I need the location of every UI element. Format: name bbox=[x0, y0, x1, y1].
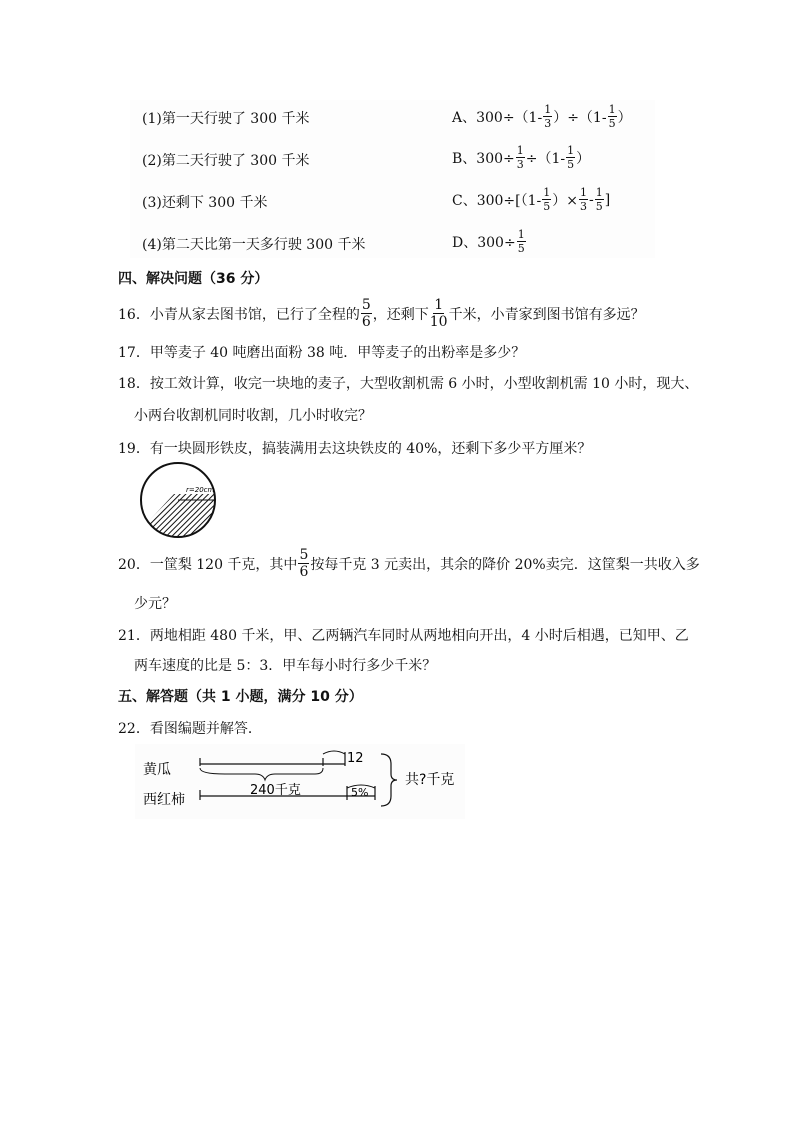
fraction: $\frac{1}{5}$ bbox=[595, 186, 603, 213]
circle-figure bbox=[138, 462, 220, 540]
fraction: $\frac{1}{5}$ bbox=[567, 144, 575, 171]
total-label: 共?千克 bbox=[405, 772, 455, 788]
radius-label: r=20cm bbox=[186, 486, 215, 494]
matching-left-2: (2)第二天行驶了 300 千米 bbox=[142, 153, 310, 169]
percent-label: 5% bbox=[351, 786, 369, 799]
weight-label: 240千克 bbox=[250, 783, 301, 798]
matching-left-1: (1)第一天行驶了 300 千米 bbox=[142, 111, 310, 127]
question-17: 17．甲等麦子 40 吨磨出面粉 38 吨．甲等麦子的出粉率是多少？ bbox=[118, 345, 526, 361]
option-b: B、300÷ $\frac{1}{3}$ ÷（1- $\frac{1}{5}$ ） bbox=[452, 144, 591, 171]
fraction: $\frac{1}{5}$ bbox=[608, 103, 616, 130]
fraction: $\frac{1}{5}$ bbox=[543, 186, 551, 213]
fraction: $\frac{5}{6}$ bbox=[299, 547, 309, 580]
section-4-title: 四、解决问题（36 分） bbox=[118, 271, 269, 287]
option-a: A、300÷（1- $\frac{1}{3}$ ）÷（1- $\frac{1}{5}$ ） bbox=[452, 103, 632, 130]
bar-diagram bbox=[135, 744, 465, 819]
fraction: $\frac{5}{6}$ bbox=[361, 297, 371, 330]
question-20-line-2: 少元？ bbox=[134, 596, 176, 612]
option-c: C、300÷[（1- $\frac{1}{5}$ ）× $\frac{1}{3}$ - $\frac{1}{5}$ ] bbox=[452, 186, 611, 213]
extra-label: 12 bbox=[347, 751, 364, 766]
fraction: $\frac{1}{3}$ bbox=[580, 186, 587, 213]
question-18-line-1: 18．按工效计算，收完一块地的麦子，大型收割机需 6 小时，小型收割机需 10 小时，现大、 bbox=[118, 376, 699, 392]
tomato-label: 西红柿 bbox=[143, 792, 185, 808]
section-5-title: 五、解答题（共 1 小题，满分 10 分） bbox=[118, 689, 363, 705]
fraction: $\frac{1}{3}$ bbox=[516, 144, 524, 171]
cucumber-label: 黄瓜 bbox=[143, 762, 171, 778]
option-d: D、300÷ $\frac{1}{5}$ bbox=[452, 228, 525, 255]
question-20: 20．一筐梨 120 千克，其中 $\frac{5}{6}$ 按每千克 3 元卖出，其余的降价 20%卖完．这筐梨一共收入多 bbox=[118, 547, 700, 580]
matching-left-4: (4)第二天比第一天多行驶 300 千米 bbox=[142, 237, 366, 253]
question-18-line-2: 小两台收割机同时收割，几小时收完？ bbox=[134, 408, 372, 424]
question-22: 22．看图编题并解答． bbox=[118, 721, 262, 737]
question-21-line-2: 两车速度的比是 5：3．甲车每小时行多少千米？ bbox=[134, 658, 437, 674]
fraction: $\frac{1}{3}$ bbox=[544, 103, 552, 130]
fraction: $\frac{1}{10}$ bbox=[429, 297, 448, 330]
fraction: $\frac{1}{5}$ bbox=[517, 228, 525, 255]
question-19: 19．有一块圆形铁皮，搞装满用去这块铁皮的 40%，还剩下多少平方厘米？ bbox=[118, 441, 592, 457]
question-16: 16．小青从家去图书馆，已行了全程的 $\frac{5}{6}$ ，还剩下 $\frac{1}{10}$ 千米，小青家到图书馆有多远？ bbox=[118, 297, 645, 330]
matching-left-3: (3)还剩下 300 千米 bbox=[142, 195, 268, 211]
question-21-line-1: 21．两地相距 480 千米，甲、乙两辆汽车同时从两地相向开出，4 小时后相遇，已知甲、乙 bbox=[118, 628, 689, 644]
